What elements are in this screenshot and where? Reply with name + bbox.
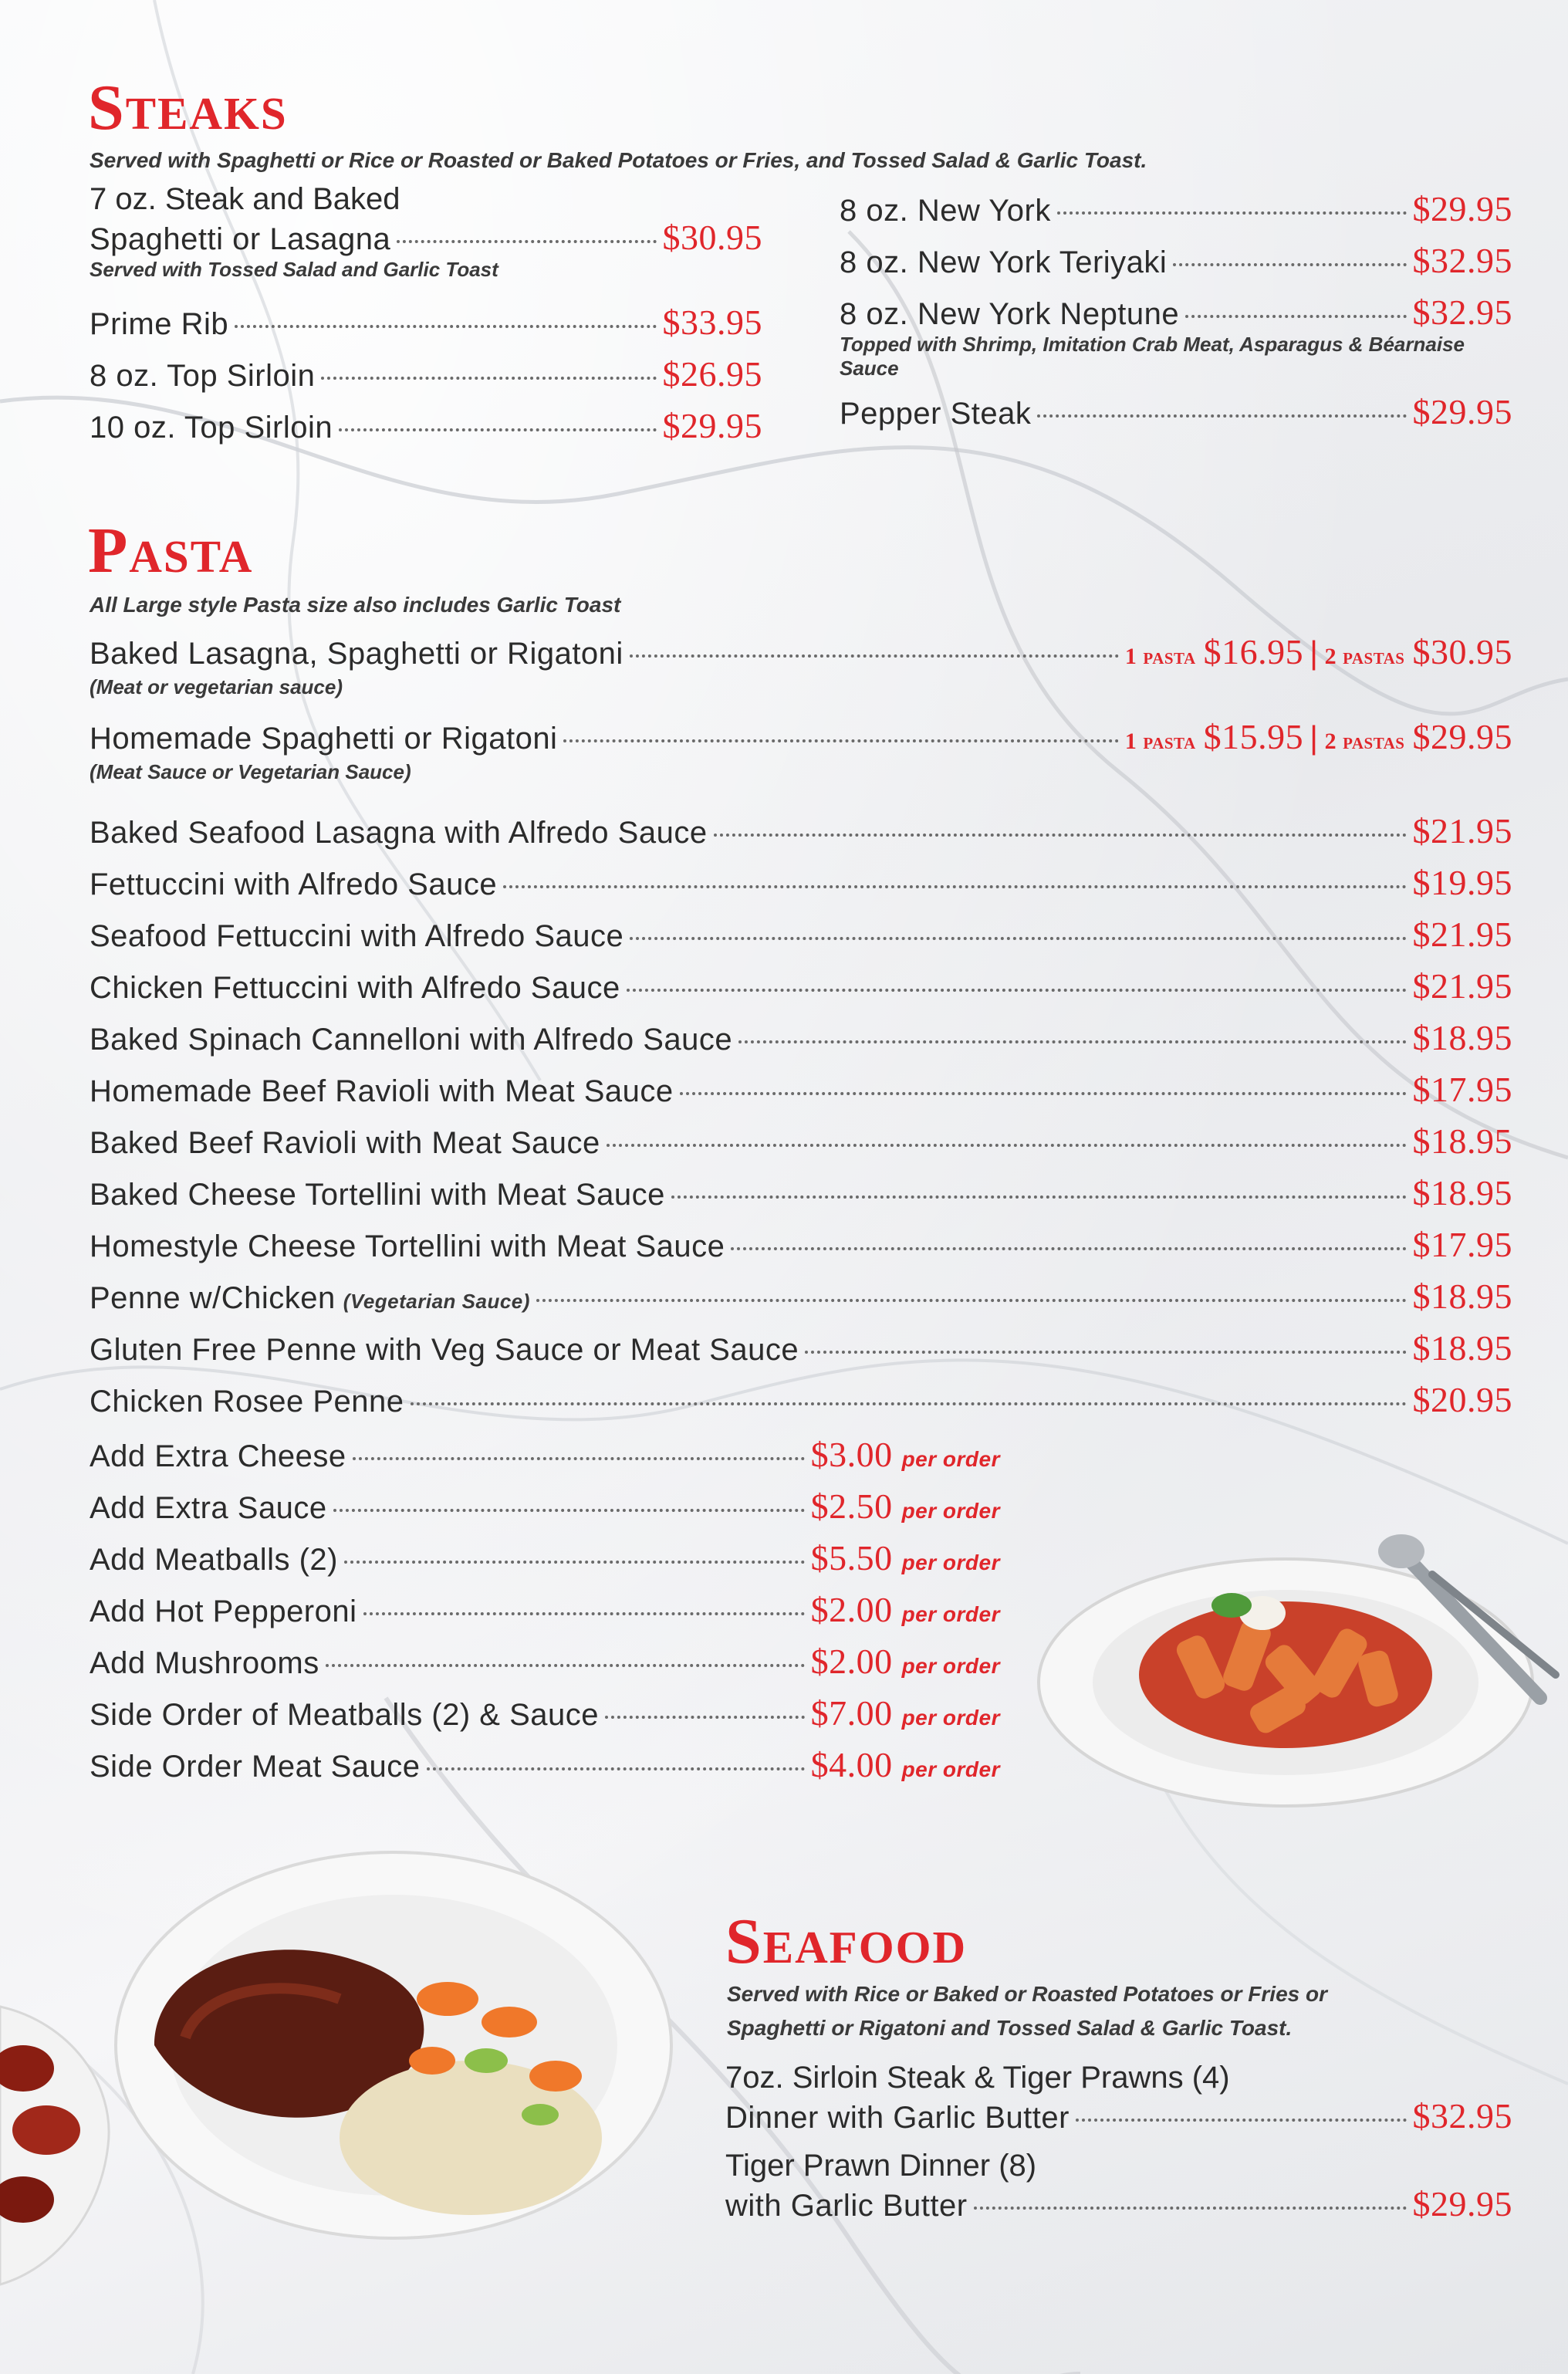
leader-dots	[235, 325, 656, 328]
leader-dots	[427, 1767, 805, 1770]
menu-item-name: Fettuccini with Alfredo Sauce	[90, 867, 498, 901]
extra-item-price: $4.00	[810, 1745, 893, 1784]
menu-item	[90, 716, 1512, 757]
menu-item-price: $32.95	[1412, 2096, 1512, 2136]
leader-dots	[974, 2207, 1407, 2210]
menu-item-name: Baked Spinach Cannelloni with Alfredo Sauce	[90, 1023, 733, 1057]
menu-item	[840, 292, 1512, 333]
menu-item	[90, 631, 1512, 672]
portion-label: 2 pastas	[1324, 729, 1405, 754]
extra-item-unit: per order	[901, 1757, 1000, 1781]
menu-item	[725, 2095, 1512, 2136]
menu-item-price: $20.95	[1412, 1380, 1512, 1419]
menu-item-name: Gluten Free Penne with Veg Sauce or Meat Sauce	[90, 1333, 799, 1367]
extra-item	[90, 1641, 1000, 1693]
leader-dots	[630, 654, 1119, 658]
leader-dots	[671, 1195, 1407, 1199]
menu-item-price: $29.95	[1412, 717, 1512, 756]
menu-item	[90, 217, 762, 258]
menu-item	[90, 1224, 1512, 1276]
menu-item	[90, 1017, 1512, 1069]
extra-item-unit: per order	[901, 1654, 1000, 1678]
menu-item	[90, 302, 762, 343]
menu-item-name: Chicken Fettuccini with Alfredo Sauce	[90, 971, 620, 1005]
leader-dots	[680, 1092, 1407, 1095]
leader-dots	[536, 1299, 1407, 1302]
leader-dots	[503, 885, 1406, 888]
leader-dots	[1076, 2119, 1407, 2122]
price-separator: |	[1309, 634, 1319, 671]
menu-item-price: $21.95	[1412, 966, 1512, 1006]
menu-item-price: $18.95	[1412, 1121, 1512, 1161]
leader-dots	[344, 1561, 805, 1564]
menu-item-name: 8 oz. New York Teriyaki	[840, 245, 1168, 279]
menu-item-name: Spaghetti or Lasagna	[90, 222, 391, 256]
menu-item-name: with Garlic Butter	[725, 2189, 968, 2223]
leader-dots	[363, 1612, 805, 1615]
menu-item-name: 7oz. Sirloin Steak & Tiger Prawns (4)	[725, 2061, 1230, 2095]
leader-dots	[353, 1457, 805, 1460]
menu-item-name: Pepper Steak	[840, 397, 1032, 431]
menu-item-price: $26.95	[662, 354, 762, 394]
extra-item-price: $2.00	[810, 1590, 893, 1629]
menu-item	[90, 1121, 1512, 1172]
leader-dots	[627, 989, 1407, 992]
extra-item-name: Add Mushrooms	[90, 1646, 319, 1680]
extra-item	[90, 1537, 1000, 1589]
menu-item-price: $17.95	[1412, 1225, 1512, 1264]
menu-item	[840, 391, 1512, 432]
menu-item-price: $29.95	[662, 406, 762, 445]
extra-item	[90, 1744, 1000, 1796]
seafood-heading: Seafood	[725, 1906, 968, 1977]
menu-item-name: Tiger Prawn Dinner (8)	[725, 2149, 1037, 2183]
steaks-heading: Steaks	[88, 72, 288, 144]
menu-item	[90, 914, 1512, 965]
extra-item-name: Add Hot Pepperoni	[90, 1595, 357, 1628]
menu-item-price: $33.95	[662, 303, 762, 342]
steaks-right-column	[840, 188, 1512, 432]
menu-item-note: Served with Tossed Salad and Garlic Toast	[90, 258, 498, 281]
leader-dots	[1037, 414, 1406, 418]
extra-item-unit: per order	[901, 1499, 1000, 1523]
leader-dots	[326, 1664, 805, 1667]
leader-dots	[411, 1402, 1407, 1405]
menu-item-price: $30.95	[1412, 632, 1512, 671]
leader-dots	[321, 377, 656, 380]
menu-item	[90, 965, 1512, 1017]
menu-item-price: $15.95	[1203, 717, 1304, 756]
leader-dots	[1173, 263, 1406, 266]
extra-item-name: Add Extra Sauce	[90, 1491, 327, 1525]
leader-dots	[605, 1716, 805, 1719]
menu-item-name: Prime Rib	[90, 307, 229, 341]
menu-item	[90, 810, 1512, 862]
extra-item-unit: per order	[901, 1706, 1000, 1730]
leader-dots	[607, 1144, 1407, 1147]
menu-item	[725, 2183, 1512, 2224]
menu-item-name: Dinner with Garlic Butter	[725, 2101, 1070, 2135]
steaks-left-column	[90, 182, 762, 446]
extra-item-unit: per order	[901, 1602, 1000, 1626]
leader-dots	[731, 1247, 1406, 1250]
seafood-note-line2: Spaghetti or Rigatoni and Tossed Salad & Garlic Toast.	[727, 2016, 1293, 2040]
menu-item-note: Topped with Shrimp, Imitation Crab Meat, Asparagus & Béarnaise Sauce	[840, 333, 1465, 380]
portion-label: 1 pasta	[1124, 729, 1196, 754]
menu-item-name: Baked Seafood Lasagna with Alfredo Sauce	[90, 816, 708, 850]
extra-item-price: $3.00	[810, 1435, 893, 1474]
portion-label: 1 pasta	[1124, 644, 1196, 669]
menu-item-name: Homemade Spaghetti or Rigatoni	[90, 722, 558, 756]
pasta-heading: Pasta	[88, 515, 254, 587]
extra-item-unit: per order	[901, 1551, 1000, 1574]
leader-dots	[339, 428, 656, 431]
menu-item-price: $19.95	[1412, 863, 1512, 902]
menu-item	[90, 1172, 1512, 1224]
steaks-note: Served with Spaghetti or Rice or Roasted or Baked Potatoes or Fries, and Tossed Salad & Garlic Toast.	[90, 148, 1147, 172]
menu-item-price: $18.95	[1412, 1018, 1512, 1057]
extra-item-price: $2.50	[810, 1486, 893, 1526]
extra-item	[90, 1434, 1000, 1486]
menu-item-name: 8 oz. Top Sirloin	[90, 359, 316, 393]
menu-item	[90, 405, 762, 446]
seafood-list	[725, 2061, 1512, 2224]
menu-item-name: Chicken Rosee Penne	[90, 1385, 404, 1419]
leader-dots	[397, 240, 656, 243]
extra-item-unit: per order	[901, 1447, 1000, 1471]
extra-item-name: Side Order Meat Sauce	[90, 1750, 421, 1784]
menu-item-name: Seafood Fettuccini with Alfredo Sauce	[90, 919, 624, 953]
menu-item-price: $29.95	[1412, 2184, 1512, 2224]
menu-item-name: 7 oz. Steak and Baked	[90, 182, 400, 216]
leader-dots	[333, 1509, 805, 1512]
menu-item	[90, 1069, 1512, 1121]
extra-item-price: $7.00	[810, 1693, 893, 1733]
leader-dots	[1185, 315, 1406, 318]
chicken-dish-photo	[108, 1845, 679, 2246]
leader-dots	[1057, 211, 1407, 215]
menu-item-name: Baked Lasagna, Spaghetti or Rigatoni	[90, 637, 623, 671]
menu-item	[840, 240, 1512, 281]
menu-item-price: $18.95	[1412, 1173, 1512, 1212]
price-separator: |	[1309, 719, 1319, 756]
menu-item-price: $18.95	[1412, 1277, 1512, 1316]
menu-item-price: $30.95	[662, 218, 762, 257]
pasta-list	[90, 810, 1512, 1431]
menu-item-price: $29.95	[1412, 189, 1512, 228]
pasta-note: All Large style Pasta size also includes Garlic Toast	[90, 593, 621, 617]
menu-item-price: $32.95	[1412, 293, 1512, 332]
extra-item-name: Side Order of Meatballs (2) & Sauce	[90, 1698, 600, 1732]
menu-item-name: Homemade Beef Ravioli with Meat Sauce	[90, 1074, 674, 1108]
menu-item	[90, 1276, 1512, 1327]
menu-item-price: $32.95	[1412, 241, 1512, 280]
menu-item-name: 10 oz. Top Sirloin	[90, 411, 333, 445]
menu-item-name: 8 oz. New York Neptune	[840, 297, 1180, 331]
menu-item-price: $17.95	[1412, 1070, 1512, 1109]
seafood-note-line1: Served with Rice or Baked or Roasted Potatoes or Fries or	[727, 1982, 1327, 2006]
menu-item-name: 8 oz. New York	[840, 194, 1051, 228]
menu-item	[90, 1327, 1512, 1379]
menu-item	[90, 353, 762, 394]
menu-item-price: $21.95	[1412, 811, 1512, 851]
leader-dots	[805, 1351, 1406, 1354]
menu-item-price: $21.95	[1412, 915, 1512, 954]
leader-dots	[563, 739, 1118, 742]
extra-item-price: $5.50	[810, 1538, 893, 1578]
menu-item-name: Penne w/Chicken	[90, 1281, 336, 1315]
extra-item-name: Add Extra Cheese	[90, 1439, 346, 1473]
portion-label: 2 pastas	[1324, 644, 1405, 669]
extra-item-price: $2.00	[810, 1642, 893, 1681]
extra-item-name: Add Meatballs (2)	[90, 1543, 338, 1577]
menu-item-name: Baked Cheese Tortellini with Meat Sauce	[90, 1178, 665, 1212]
leader-dots	[738, 1040, 1406, 1043]
extra-item	[90, 1486, 1000, 1537]
menu-item	[90, 862, 1512, 914]
pasta-two-price-items	[90, 631, 1512, 784]
leader-dots	[630, 937, 1406, 940]
menu-item-name: Homestyle Cheese Tortellini with Meat Sauce	[90, 1229, 725, 1263]
wings-dish-photo	[0, 1976, 123, 2300]
extra-item	[90, 1693, 1000, 1744]
menu-item-price: $18.95	[1412, 1328, 1512, 1368]
menu-item-note: (Vegetarian Sauce)	[343, 1290, 530, 1313]
menu-item-price: $16.95	[1203, 632, 1304, 671]
menu-item-price: $29.95	[1412, 392, 1512, 431]
pasta-extras	[90, 1434, 1000, 1796]
menu-item	[840, 188, 1512, 229]
menu-item-note: (Meat or vegetarian sauce)	[90, 675, 343, 698]
extra-item	[90, 1589, 1000, 1641]
leader-dots	[714, 834, 1407, 837]
menu-item-note: (Meat Sauce or Vegetarian Sauce)	[90, 760, 411, 783]
pasta-dish-photo	[1031, 1497, 1563, 1821]
menu-item-name: Baked Beef Ravioli with Meat Sauce	[90, 1126, 600, 1160]
menu-item	[90, 1379, 1512, 1431]
